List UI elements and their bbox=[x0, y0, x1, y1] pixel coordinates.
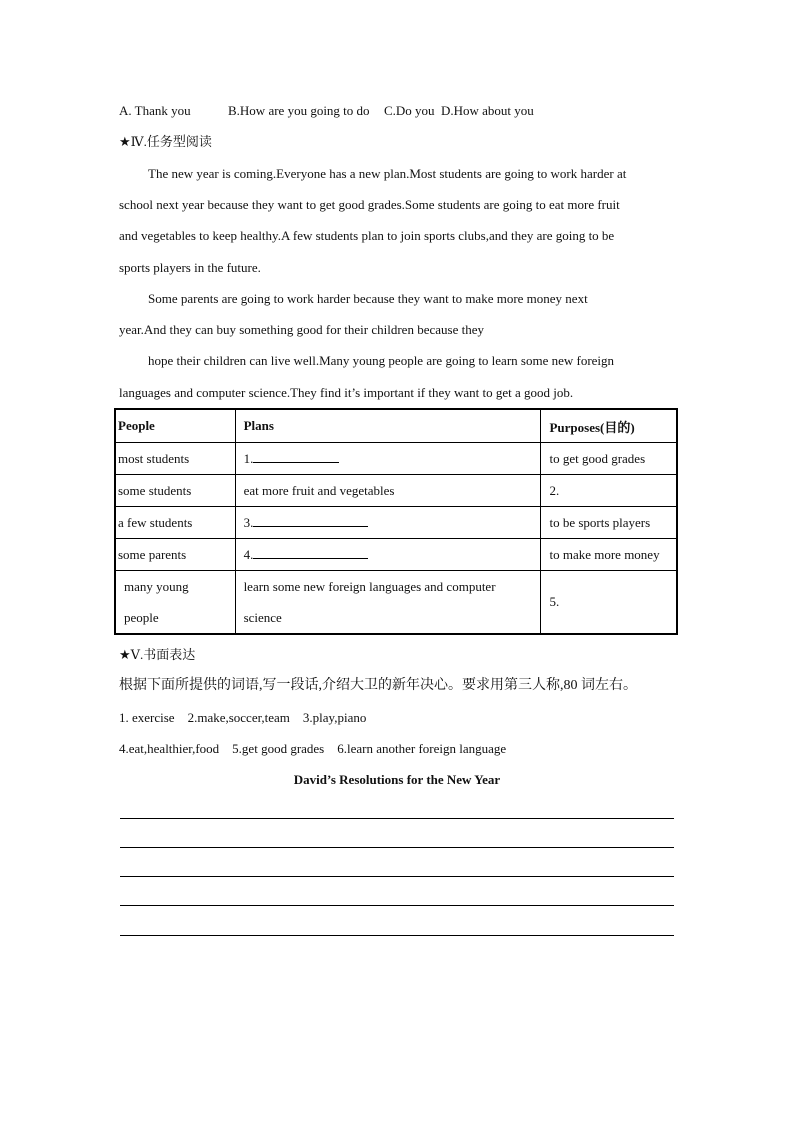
option-a: A. Thank you bbox=[119, 103, 191, 118]
writing-instruction: 根据下面所提供的词语,写一段话,介绍大卫的新年决心。要求用第三人称,80 词左右。 bbox=[119, 678, 637, 693]
blank-number: 5. bbox=[549, 594, 560, 609]
cell-plan[interactable] bbox=[235, 539, 541, 571]
cell-plan-line: learn some new foreign languages and computer bbox=[243, 579, 496, 594]
passage-line: year.And they can buy something good for their children because they bbox=[119, 322, 484, 337]
cell-purpose: to get good grades bbox=[541, 443, 677, 475]
blank-number: 4. bbox=[243, 547, 254, 562]
section-5-title: ★Ⅴ.书面表达 bbox=[119, 647, 196, 662]
cell-people: most students bbox=[115, 443, 235, 475]
passage-line: hope their children can live well.Many young people are going to learn some new foreign bbox=[148, 353, 615, 368]
table-row bbox=[115, 507, 677, 539]
cue-words-line: 1. exercise 2.make,soccer,team 3.play,piano bbox=[119, 710, 367, 725]
passage-line: sports players in the future. bbox=[119, 260, 261, 275]
writing-line[interactable] bbox=[120, 847, 674, 848]
cell-people: some parents bbox=[115, 539, 235, 571]
passage-line: Some parents are going to work harder because they want to make more money next bbox=[148, 291, 588, 306]
cell-plan-line: science bbox=[243, 610, 282, 625]
blank-number: 1. bbox=[243, 451, 254, 466]
table-header-row bbox=[115, 409, 677, 443]
cell-plan[interactable] bbox=[235, 507, 541, 539]
cell-people-line: people bbox=[124, 610, 159, 625]
cell-people-line: many young bbox=[124, 579, 189, 594]
passage-line: school next year because they want to get good grades.Some students are going to eat more fruit bbox=[119, 197, 620, 212]
table-row bbox=[115, 443, 677, 475]
writing-line[interactable] bbox=[120, 905, 674, 906]
header-people: People bbox=[115, 409, 235, 443]
cell-purpose[interactable] bbox=[541, 571, 677, 635]
option-d: D.How about you bbox=[441, 103, 534, 118]
cell-people: some students bbox=[115, 475, 235, 507]
table-row bbox=[115, 539, 677, 571]
task-table bbox=[114, 408, 678, 635]
cell-people: a few students bbox=[115, 507, 235, 539]
cell-plan[interactable] bbox=[235, 443, 541, 475]
cell-purpose: to make more money bbox=[541, 539, 677, 571]
table-row bbox=[115, 571, 677, 635]
answer-blank[interactable] bbox=[253, 450, 339, 463]
blank-number: 2. bbox=[549, 482, 560, 498]
option-c: C.Do you bbox=[384, 103, 435, 118]
cell-plan bbox=[235, 571, 541, 635]
table-row bbox=[115, 475, 677, 507]
cell-people bbox=[115, 571, 235, 635]
section-4-title: ★Ⅳ.任务型阅读 bbox=[119, 134, 212, 149]
writing-title: David’s Resolutions for the New Year bbox=[293, 772, 501, 787]
answer-blank[interactable] bbox=[253, 546, 368, 559]
answer-blank[interactable] bbox=[253, 514, 368, 527]
header-purposes: Purposes(目的) bbox=[541, 409, 677, 443]
header-plans: Plans bbox=[235, 409, 541, 443]
writing-line[interactable] bbox=[120, 935, 674, 936]
blank-number: 3. bbox=[243, 515, 254, 530]
cell-purpose[interactable] bbox=[541, 475, 677, 507]
cue-words-line: 4.eat,healthier,food 5.get good grades 6.learn another foreign language bbox=[119, 741, 507, 756]
passage-line: languages and computer science.They find it’s important if they want to get a good job. bbox=[119, 385, 574, 400]
passage-line: and vegetables to keep healthy.A few students plan to join sports clubs,and they are going to be bbox=[119, 228, 615, 243]
passage-line: The new year is coming.Everyone has a new plan.Most students are going to work harder at bbox=[148, 166, 627, 181]
cell-plan: eat more fruit and vegetables bbox=[235, 475, 541, 507]
writing-line[interactable] bbox=[120, 818, 674, 819]
cell-purpose: to be sports players bbox=[541, 507, 677, 539]
writing-line[interactable] bbox=[120, 876, 674, 877]
option-b: B.How are you going to do bbox=[228, 103, 370, 118]
